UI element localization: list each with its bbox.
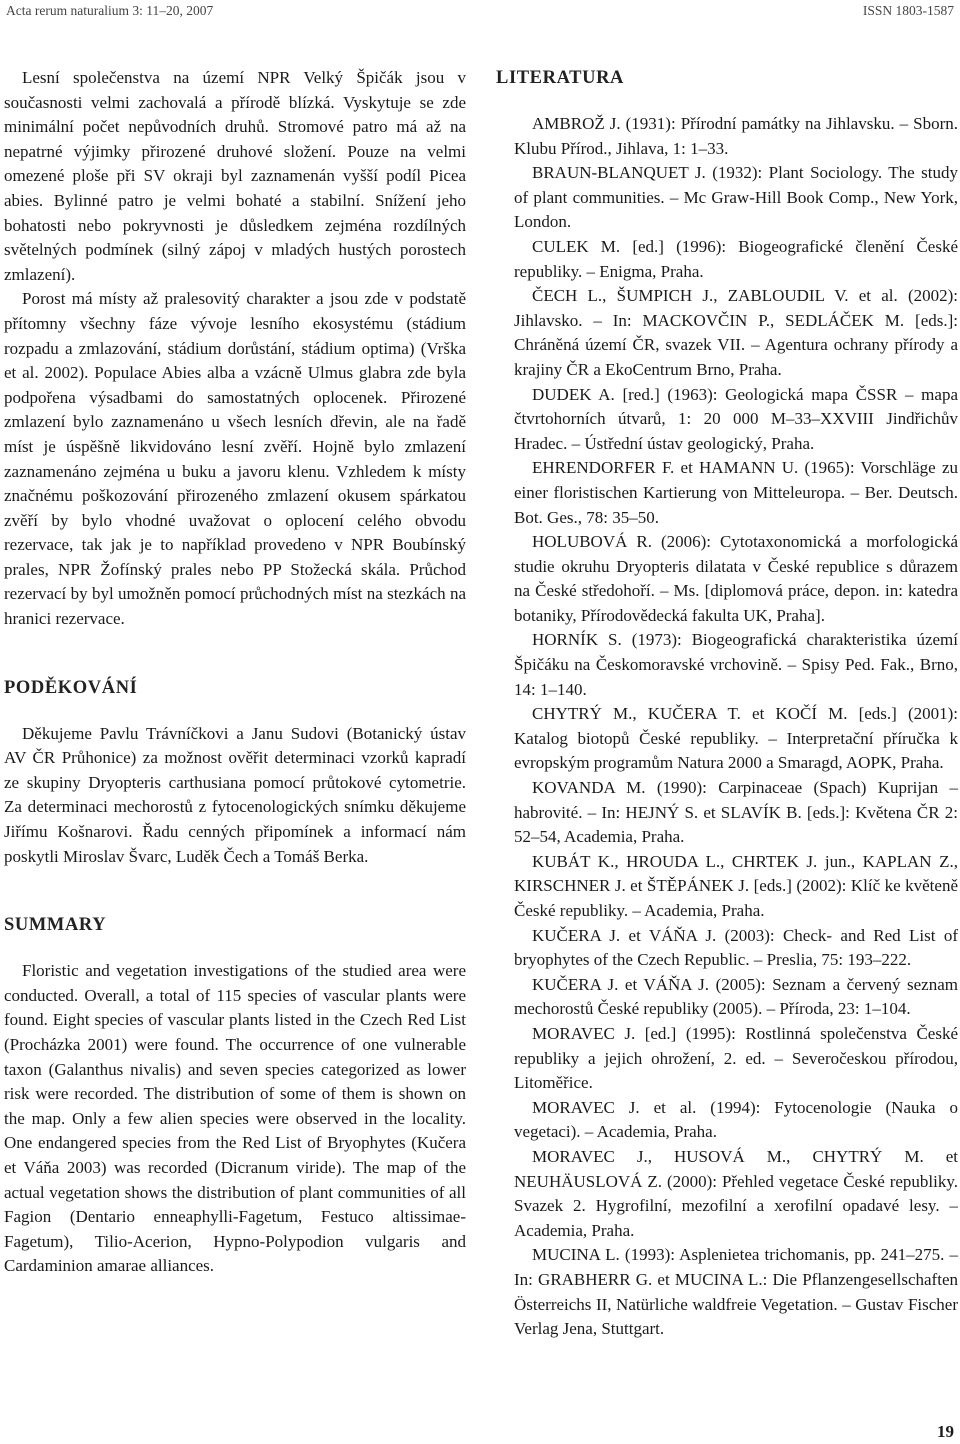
reference-item: EHRENDORFER F. et HAMANN U. (1965): Vorschläge zu einer floristischen Kartierung von Mitteleuropa. – Ber. Deutsch. Bot. Ges., 78: 35–50. <box>514 458 958 527</box>
reference-item: MORAVEC J. et al. (1994): Fytocenologie (Nauka o vegetaci). – Academia, Praha. <box>514 1097 958 1142</box>
right-column <box>496 66 958 1342</box>
reference-item: KOVANDA M. (1990): Carpinaceae (Spach) Kuprijan – habrovité. – In: HEJNÝ S. et SLAVÍK B. [eds.]: Květena ČR 2: 52–54, Academia, Praha. <box>514 778 958 847</box>
reference-item: MORAVEC J., HUSOVÁ M., CHYTRÝ M. et NEUHÄUSLOVÁ Z. (2000): Přehled vegetace České republiky. Svazek 2. Hygrofilní, mezofilní a xerofilní opadavé lesy. – Academia, Praha. <box>514 1146 958 1240</box>
reference-item: CHYTRÝ M., KUČERA T. et KOČÍ M. [eds.] (2001): Katalog biotopů České republiky. – Interpretační příručka k evropským programům Natura 2000 a Smaragd, AOPK, Praha. <box>514 704 958 773</box>
journal-citation: Acta rerum naturalium 3: 11–20, 2007 <box>6 3 214 18</box>
reference-list <box>496 112 958 1342</box>
reference-item: ČECH L., ŠUMPICH J., ZABLOUDIL V. et al. (2002): Jihlavsko. – In: MACKOVČIN P., SEDLÁČEK M. [eds.]: Chráněná území ČR, svazek VII. – Agentura ochrany přírody a krajiny ČR a EkoCentrum Brno, Praha. <box>514 286 958 379</box>
body-paragraph-2: Porost má místy až pralesovitý charakter a jsou zde v podstatě přítomny všechny fáze vývoje lesního ekosystému (stádium rozpadu a zmlazování, stádium dorůstání, stádium optima) (Vrška et al. 2002). Populace Abies alba a vzácně Ulmus glabra zde byla podpořena výsadbami do samostatných oplocenek. Přirozené zmlazení bylo zaznamenáno u všech lesních dřevin, ale na řadě míst je úspěšně likvidováno lesní zvěří. Hojně bylo zmlazení zaznamenáno zejména u buku a javoru klenu. Vzhledem k místy značnému poškozování přirozeného zmlazení okusem spárkatou zvěří by bylo vhodné uvažovat o oplocení celého obvodu rezervace, tak jak je to například provedeno v NPR Boubínský prales, NPR Žofínský prales nebo PP Stožecká skála. Průchod rezervací by byl umožněn pomocí průchodných míst na stezkách na hranici rezervace. <box>4 289 466 629</box>
reference-item: MORAVEC J. [ed.] (1995): Rostlinná společenstva České republiky a jejich ohrožení, 2. ed. – Severočeskou přírodou, Litoměřice. <box>514 1023 958 1093</box>
reference-item: KUBÁT K., HROUDA L., CHRTEK J. jun., KAPLAN Z., KIRSCHNER J. et ŠTĚPÁNEK J. [eds.] (2002): Klíč ke květeně České republiky. – Academia, Praha. <box>514 851 958 920</box>
reference-item: HORNÍK S. (1973): Biogeografická charakteristika území Špičáku na Českomoravské vrchovině. – Spisy Ped. Fak., Brno, 14: 1–140. <box>514 630 958 699</box>
reference-item: CULEK M. [ed.] (1996): Biogeografické členění České republiky. – Enigma, Praha. <box>514 236 958 281</box>
body-paragraph-1: Lesní společenstva na území NPR Velký Špičák jsou v současnosti velmi zachovalá a přírodě blízká. Vyskytuje se zde minimální počet nepůvodních druhů. Stromové patro má až na nepatrné výjimky přirozené druhové složení. Pouze na velmi omezené ploše při SV okraji byl zaznamenán vyšší podíl Picea abies. Bylinné patro je velmi bohaté a stabilní. Snížení jeho bohatosti nebo pokryvnosti je důsledkem zejména rozdílných světelných podmínek (silný zápoj v mladých hustých porostech zmlazení). <box>4 68 466 284</box>
reference-item: MUCINA L. (1993): Asplenietea trichomanis, pp. 241–275. – In: GRABHERR G. et MUCINA L.: Die Pflanzengesellschaften Österreichs II, Natürliche waldfreie Vegetation. – Gustav Fischer Verlag Jena, Stuttgart. <box>514 1245 958 1339</box>
issn: ISSN 1803-1587 <box>862 3 954 18</box>
reference-item: AMBROŽ J. (1931): Přírodní památky na Jihlavsku. – Sborn. Klubu Přírod., Jihlava, 1: 1–33. <box>514 114 958 158</box>
page-number: 19 <box>937 1422 954 1441</box>
reference-item: KUČERA J. et VÁŇA J. (2005): Seznam a červený seznam mechorostů České republiky (2005). – Příroda, 23: 1–104. <box>514 974 958 1019</box>
summary-text: Floristic and vegetation investigations of the studied area were conducted. Overall, a total of 115 species of vascular plants were found. Eight species of vascular plants listed in the Czech Red List (Procházka 2001) were found. The occurrence of one vulnerable taxon (Galanthus nivalis) and seven species categorized as lower risk were recorded. The distribution of some of them is shown on the map. Only a few alien species were observed in the locality. One endangered species from the Red List of Bryophytes (Kučera et Váňa 2003) was recorded (Dicranum viride). The map of the actual vegetation shows the distribution of plant communities of all Fagion (Dentario enneaphylli-Fagetum, Festuco altissimae-Fagetum), Tilio-Acerion, Hypno-Polypodion vulgaris and Cardaminion amarae alliances. <box>4 961 466 1276</box>
summary-heading: SUMMARY <box>4 915 107 936</box>
acknowledgements-heading: PODĚKOVÁNÍ <box>4 677 138 698</box>
running-header <box>6 0 954 22</box>
reference-item: KUČERA J. et VÁŇA J. (2003): Check- and Red List of bryophytes of the Czech Republic. – Preslia, 75: 193–222. <box>514 925 958 970</box>
reference-item: BRAUN-BLANQUET J. (1932): Plant Sociology. The study of plant communities. – Mc Graw-Hill Book Comp., New York, London. <box>514 163 958 232</box>
left-column <box>4 66 466 1279</box>
reference-item: DUDEK A. [red.] (1963): Geologická mapa ČSSR – mapa čtvrtohorních útvarů, 1: 20 000 M–33–XXVIII Jindřichův Hradec. – Ústřední ústav geologický, Praha. <box>514 384 958 453</box>
literature-heading: LITERATURA <box>496 68 624 88</box>
reference-item: HOLUBOVÁ R. (2006): Cytotaxonomická a morfologická studie okruhu Dryopteris dilatata v České republice s důrazem na České středohoří. – Ms. [diplomová práce, depon. in: katedra botaniky, Přírodovědecká fakulta UK, Praha]. <box>514 532 958 625</box>
acknowledgements-text: Děkujeme Pavlu Trávníčkovi a Janu Sudovi (Botanický ústav AV ČR Průhonice) za možnost ověřit determinaci vzorků kapradí ze skupiny Dryopteris carthusiana pomocí průtokové cytometrie. Za determinaci mechorostů z fytocenologických snímku děkujeme Jiřímu Košnarovi. Řadu cenných připomínek a informací nám poskytli Miroslav Švarc, Luděk Čech a Tomáš Berka. <box>4 723 466 866</box>
